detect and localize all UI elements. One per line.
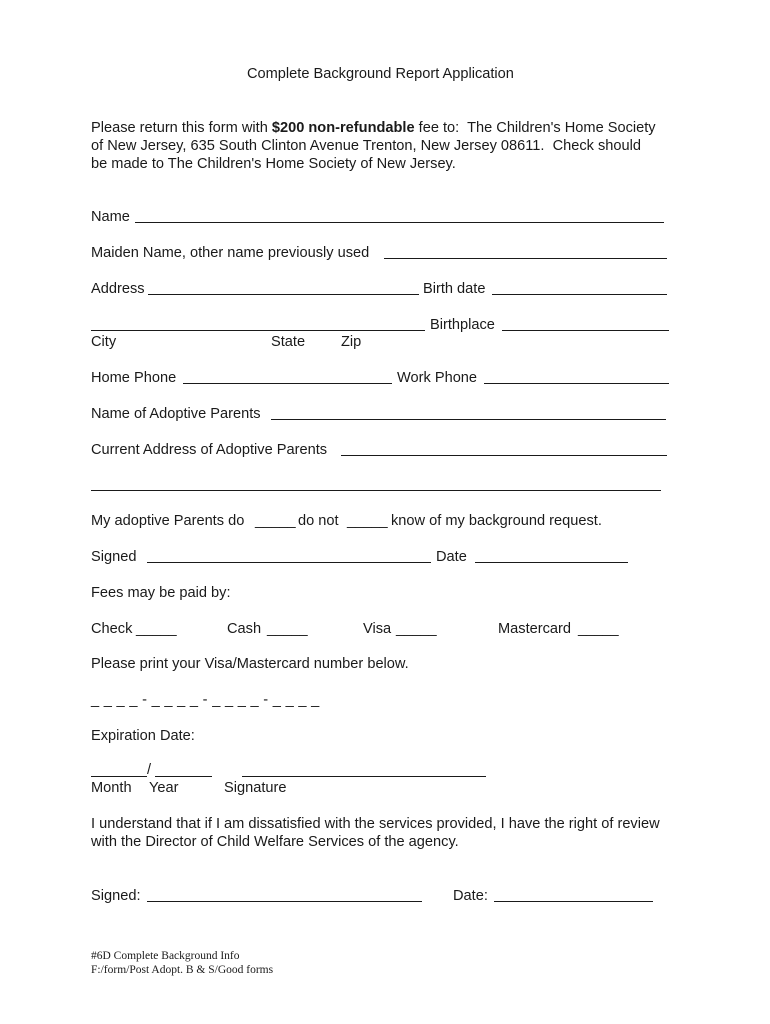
home-phone-field[interactable] [183, 383, 392, 384]
final-signature-field[interactable] [147, 901, 422, 902]
intro-line-3: be made to The Children's Home Society of New Jersey. [91, 156, 456, 172]
state-label: State [271, 334, 306, 350]
review-statement-line-2: with the Director of Child Welfare Services of the agency. [91, 834, 459, 850]
footer-file-path: F:/form/Post Adopt. B & S/Good forms [91, 964, 274, 976]
date-field[interactable] [475, 562, 628, 563]
form-title: Complete Background Report Application [247, 66, 514, 82]
work-phone-label: Work Phone [397, 370, 478, 386]
work-phone-field[interactable] [484, 383, 669, 384]
final-signed-label: Signed: [91, 888, 141, 904]
fees-label: Fees may be paid by: [91, 585, 231, 601]
mastercard-blank[interactable]: _____ [578, 621, 619, 637]
cash-label: Cash [227, 621, 262, 637]
month-label: Month [91, 780, 132, 796]
visa-label: Visa [363, 621, 392, 637]
visa-blank[interactable]: _____ [396, 621, 437, 637]
fee-amount: $200 non-refundable [271, 120, 415, 136]
knowledge-text-3: know of my background request. [391, 513, 602, 529]
final-date-label: Date: [453, 888, 488, 904]
knows-blank[interactable]: _____ [255, 513, 296, 529]
name-label: Name [91, 209, 130, 225]
year-label: Year [149, 780, 179, 796]
adoptive-address-field-2[interactable] [91, 490, 661, 491]
check-blank[interactable]: _____ [136, 621, 177, 637]
birth-date-field[interactable] [492, 294, 667, 295]
maiden-name-label: Maiden Name, other name previously used [91, 245, 370, 261]
expiration-slash: / [147, 762, 152, 778]
address-field[interactable] [148, 294, 419, 295]
expiration-year-field[interactable] [155, 776, 212, 777]
birthplace-label: Birthplace [430, 317, 495, 333]
footer-form-id: #6D Complete Background Info [91, 950, 240, 962]
adoptive-address-label: Current Address of Adoptive Parents [91, 442, 328, 458]
intro-line-1 [91, 119, 656, 137]
date-label: Date [436, 549, 467, 565]
maiden-name-field[interactable] [384, 258, 667, 259]
adoptive-address-field[interactable] [341, 455, 667, 456]
name-field[interactable] [135, 222, 664, 223]
signed-label: Signed [91, 549, 137, 565]
expiration-month-field[interactable] [91, 776, 147, 777]
intro-line-2: of New Jersey, 635 South Clinton Avenue Trenton, New Jersey 08611. Check should [91, 138, 642, 154]
check-label: Check [91, 621, 133, 637]
adoptive-parents-field[interactable] [271, 419, 666, 420]
birthplace-field[interactable] [502, 330, 669, 331]
expiration-label: Expiration Date: [91, 728, 195, 744]
city-label: City [91, 334, 117, 350]
city-state-zip-field[interactable] [91, 330, 425, 331]
mastercard-label: Mastercard [498, 621, 571, 637]
birth-date-label: Birth date [423, 281, 486, 297]
review-statement-line-1: I understand that if I am dissatisfied with the services provided, I have the right of review [91, 816, 660, 832]
card-instruction: Please print your Visa/Mastercard number below. [91, 656, 409, 672]
card-signature-field[interactable] [242, 776, 486, 777]
cash-blank[interactable]: _____ [267, 621, 308, 637]
home-phone-label: Home Phone [91, 370, 177, 386]
signature-label: Signature [224, 780, 287, 796]
knowledge-text-2: do not [298, 513, 339, 529]
final-date-field[interactable] [494, 901, 653, 902]
card-number-field[interactable]: _ _ _ _ - _ _ _ _ - _ _ _ _ - _ _ _ _ [91, 692, 320, 708]
address-label: Address [91, 281, 145, 297]
signature-field[interactable] [147, 562, 431, 563]
zip-label: Zip [341, 334, 362, 350]
does-not-know-blank[interactable]: _____ [347, 513, 388, 529]
intro-text-cont: fee to: The Children's Home Society [414, 120, 656, 136]
knowledge-text-1: My adoptive Parents do [91, 513, 245, 529]
intro-text: Please return this form with [91, 120, 272, 136]
adoptive-parents-label: Name of Adoptive Parents [91, 406, 261, 422]
